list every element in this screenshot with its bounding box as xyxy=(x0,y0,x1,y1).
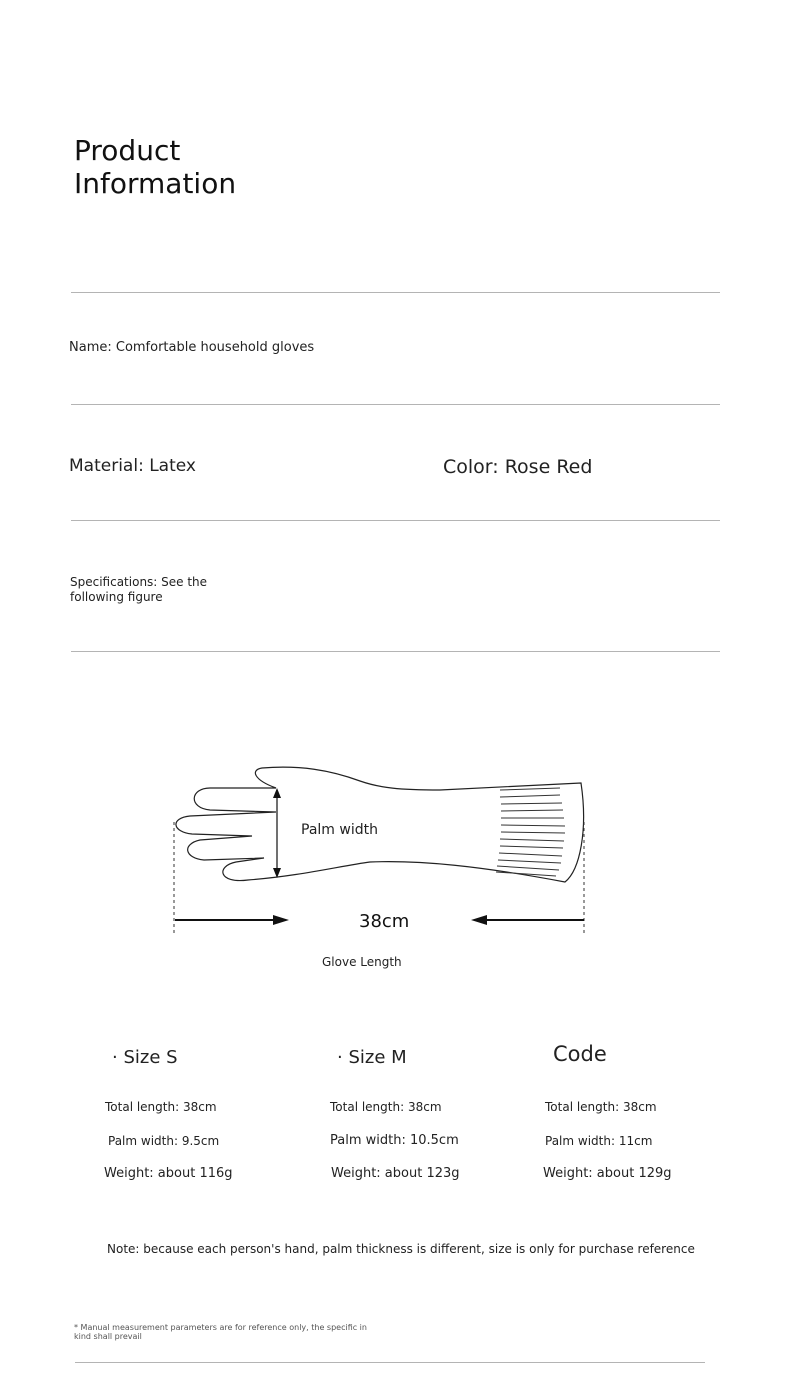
size-code-total-length: Total length: 38cm xyxy=(545,1100,657,1114)
palm-width-arrow xyxy=(273,788,281,878)
length-arrow-right xyxy=(471,915,584,925)
size-s-weight: Weight: about 116g xyxy=(104,1166,233,1181)
bottom-divider xyxy=(75,1362,705,1363)
product-material: Material: Latex xyxy=(69,456,196,476)
divider xyxy=(71,404,720,405)
product-name: Name: Comfortable household gloves xyxy=(69,340,315,355)
size-code-palm-width: Palm width: 11cm xyxy=(545,1134,653,1148)
product-color: Color: Rose Red xyxy=(443,456,593,478)
size-m-title: · Size M xyxy=(337,1047,407,1068)
cuff-ribbing xyxy=(496,788,565,876)
page-title: Product Information xyxy=(74,134,237,200)
length-arrow-left xyxy=(175,915,289,925)
size-s-total-length: Total length: 38cm xyxy=(105,1100,217,1114)
size-code-weight: Weight: about 129g xyxy=(543,1166,672,1181)
size-m-palm-width: Palm width: 10.5cm xyxy=(330,1133,459,1148)
palm-width-label: Palm width xyxy=(301,822,378,838)
size-m-total-length: Total length: 38cm xyxy=(330,1100,442,1114)
footnote: * Manual measurement parameters are for reference only, the specific in kind shall prevail xyxy=(74,1323,367,1341)
glove-diagram xyxy=(0,740,790,990)
glove-length-caption: Glove Length xyxy=(322,955,402,969)
glove-outline xyxy=(176,767,584,882)
divider xyxy=(71,651,720,652)
product-specifications: Specifications: See the following figure xyxy=(70,575,208,604)
divider xyxy=(71,292,720,293)
size-s-title: · Size S xyxy=(112,1047,178,1068)
size-code-title: Code xyxy=(553,1042,607,1066)
size-m-weight: Weight: about 123g xyxy=(331,1166,460,1181)
glove-length-value: 38cm xyxy=(359,911,410,932)
size-s-palm-width: Palm width: 9.5cm xyxy=(108,1134,220,1148)
size-note: Note: because each person's hand, palm thickness is different, size is only for purchase reference xyxy=(107,1242,695,1256)
divider xyxy=(71,520,720,521)
